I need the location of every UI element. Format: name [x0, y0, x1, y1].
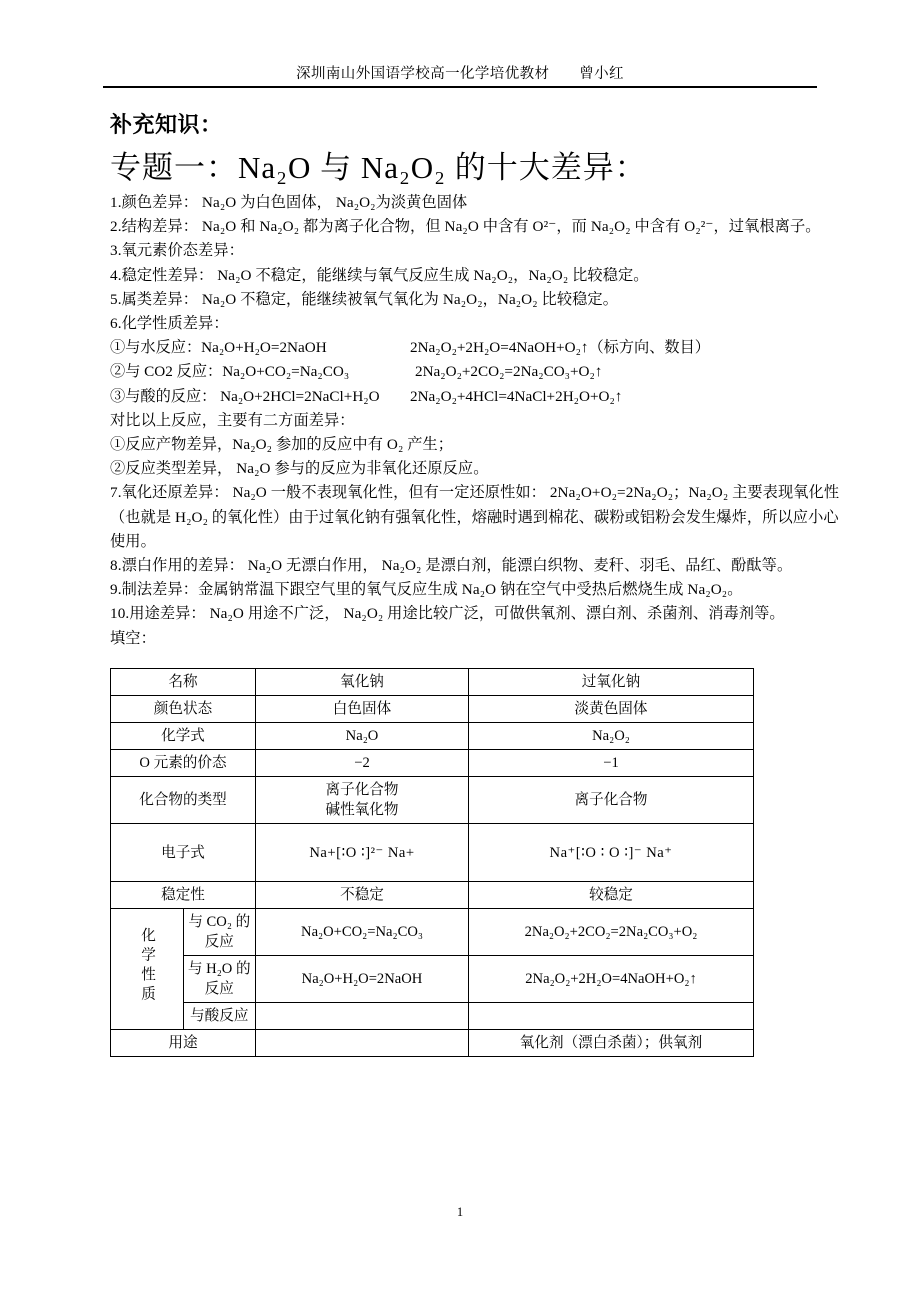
- reaction-acid-na2o2: 2Na₂O₂+4HCl=4NaCl+2H₂O+O₂↑: [410, 387, 623, 405]
- header-cell-na2o: 氧化钠: [256, 669, 469, 696]
- cell-na2o2-compound-type: 离子化合物: [469, 777, 754, 824]
- cell-na2o-reaction-co2: Na₂O+CO₂=Na₂CO₃: [256, 909, 469, 956]
- compound-type-line-1: 离子化合物: [325, 782, 399, 798]
- item-8: 8.漂白作用的差异： Na₂O 无漂白作用， Na₂O₂ 是漂白剂，能漂白织物、麦秆、羽毛、品红、酚酞等。: [110, 557, 793, 574]
- reaction-row-water: [110, 336, 850, 360]
- table-header-row: [111, 669, 754, 696]
- row-label-formula: 化学式: [111, 723, 256, 750]
- compare-point-2: ②反应类型差异， Na₂O 参与的反应为非氧化还原反应。: [110, 460, 489, 478]
- reaction-row-co2: [110, 360, 850, 384]
- page-number: 1: [456, 1205, 464, 1219]
- row-label-reaction-co2: 与 CO₂ 的反应: [183, 909, 256, 956]
- item-9: 9.制法差异：金属钠常温下跟空气里的氧气反应生成 Na₂O 钠在空气中受热后燃烧生成 Na₂O₂。: [110, 581, 743, 599]
- reaction-row-acid: [110, 385, 850, 409]
- item-5: 5.属类差异： Na₂O 不稳定，能继续被氧气氧化为 Na₂O₂，Na₂O₂ 比较稳定。: [110, 290, 618, 308]
- cell-na2o2-oxygen-valence: −1: [469, 750, 754, 777]
- compare-point-1: ①反应产物差异，Na₂O₂ 参加的反应中有 O₂ 产生；: [110, 435, 454, 453]
- item-7: 7.氧化还原差异： Na₂O 一般不表现氧化性，但有一定还原性如： 2Na₂O+O₂=2Na₂O₂；Na₂O₂ 主要表现氧化性（也就是 H₂O₂ 的氧化性）由于过氧化钠有强氧化性，熔融时遇到棉花、碳粉或铝粉会发生爆炸，所以应小心使用。: [110, 484, 840, 550]
- row-label-reaction-acid: 与酸反应: [183, 1003, 256, 1030]
- cell-na2o2-reaction-acid[interactable]: [469, 1003, 754, 1030]
- item-1: 1.颜色差异： Na₂O 为白色固体， Na₂O₂为淡黄色固体: [110, 194, 468, 211]
- reaction-co2-na2o2: 2Na₂O₂+2CO₂=2Na₂CO₃+O₂↑: [415, 363, 603, 381]
- row-label-usage: 用途: [111, 1030, 256, 1057]
- compare-intro: 对比以上反应，主要有二方面差异：: [110, 411, 355, 429]
- cell-na2o2-reaction-co2: 2Na₂O₂+2CO₂=2Na₂CO₃+O₂: [469, 909, 754, 956]
- chemical-properties-vertical-text: 化学性质: [139, 926, 156, 1006]
- table-row: [111, 909, 754, 956]
- item-10: 10.用途差异： Na₂O 用途不广泛， Na₂O₂ 用途比较广泛，可做供氧剂、漂白剂、杀菌剂、消毒剂等。: [110, 605, 785, 623]
- item-6: 6.化学性质差异：: [110, 315, 229, 333]
- row-label-electron-formula: 电子式: [111, 824, 256, 882]
- compound-type-line-2: 碱性氧化物: [325, 802, 399, 818]
- row-label-color-state: 颜色状态: [111, 696, 256, 723]
- running-header: 深圳南山外国语学校高一化学培优教材 曾小红: [296, 66, 624, 82]
- table-row: [111, 882, 754, 909]
- cell-na2o-oxygen-valence: −2: [256, 750, 469, 777]
- cell-na2o-compound-type: [256, 777, 469, 824]
- reaction-acid-na2o: ③与酸的反应： Na₂O+2HCl=2NaCl+H₂O: [110, 387, 380, 405]
- supplement-label: 补充知识：: [110, 112, 223, 137]
- table-row: [111, 750, 754, 777]
- table-row: [111, 1003, 754, 1030]
- row-label-compound-type: 化合物的类型: [111, 777, 256, 824]
- cell-na2o2-reaction-h2o: 2Na₂O₂+2H₂O=4NaOH+O₂↑: [469, 956, 754, 1003]
- header-cell-name: 名称: [111, 669, 256, 696]
- cell-na2o2-stability: 较稳定: [469, 882, 754, 909]
- row-label-oxygen-valence: O 元素的价态: [111, 750, 256, 777]
- cell-na2o-stability: 不稳定: [256, 882, 469, 909]
- reaction-water-na2o2: 2Na₂O₂+2H₂O=4NaOH+O₂↑（标方向、数目）: [410, 339, 710, 357]
- document-body: [110, 108, 850, 651]
- table-row: [111, 824, 754, 882]
- cell-na2o-reaction-h2o: Na₂O+H₂O=2NaOH: [256, 956, 469, 1003]
- table-row: [111, 696, 754, 723]
- comparison-table: [110, 668, 754, 1057]
- cell-na2o-usage[interactable]: [256, 1030, 469, 1057]
- cell-na2o-color-state: 白色固体: [256, 696, 469, 723]
- cell-na2o2-electron-formula: Na⁺[∶O ∶ O ∶]⁻ Na⁺: [469, 824, 754, 882]
- page-title: 专题一：Na₂O 与 Na₂O₂ 的十大差异：: [110, 150, 647, 185]
- table-row: [111, 1030, 754, 1057]
- reaction-co2-na2o: ②与 CO2 反应：Na₂O+CO₂=Na₂CO₃: [110, 363, 350, 381]
- cell-na2o2-color-state: 淡黄色固体: [469, 696, 754, 723]
- table-row: [111, 777, 754, 824]
- table-row: [111, 956, 754, 1003]
- row-group-label-chemical-properties: [111, 909, 184, 1030]
- fill-blank-label: 填空：: [110, 629, 156, 647]
- row-label-reaction-h2o: 与 H₂O 的反应: [183, 956, 256, 1003]
- reaction-water-na2o: ①与水反应：Na₂O+H₂O=2NaOH: [110, 339, 327, 357]
- cell-na2o-reaction-acid[interactable]: [256, 1003, 469, 1030]
- cell-na2o-electron-formula: Na+[∶O ∶]²⁻ Na+: [256, 824, 469, 882]
- item-2: 2.结构差异： Na₂O 和 Na₂O₂ 都为离子化合物，但 Na₂O 中含有 O²⁻，而 Na₂O₂ 中含有 O₂²⁻，过氧根离子。: [110, 218, 821, 236]
- table-row: [111, 723, 754, 750]
- row-label-stability: 稳定性: [111, 882, 256, 909]
- item-4: 4.稳定性差异： Na₂O 不稳定，能继续与氧气反应生成 Na₂O₂，Na₂O₂ 比较稳定。: [110, 266, 649, 284]
- cell-na2o-formula: Na₂O: [256, 723, 469, 750]
- comparison-table-wrapper: [110, 668, 754, 1057]
- cell-na2o2-formula: Na₂O₂: [469, 723, 754, 750]
- cell-na2o2-usage: 氧化剂（漂白杀菌）；供氧剂: [469, 1030, 754, 1057]
- item-3: 3.氧元素价态差异：: [110, 242, 244, 260]
- header-rule: [103, 86, 817, 88]
- header-cell-na2o2: 过氧化钠: [469, 669, 754, 696]
